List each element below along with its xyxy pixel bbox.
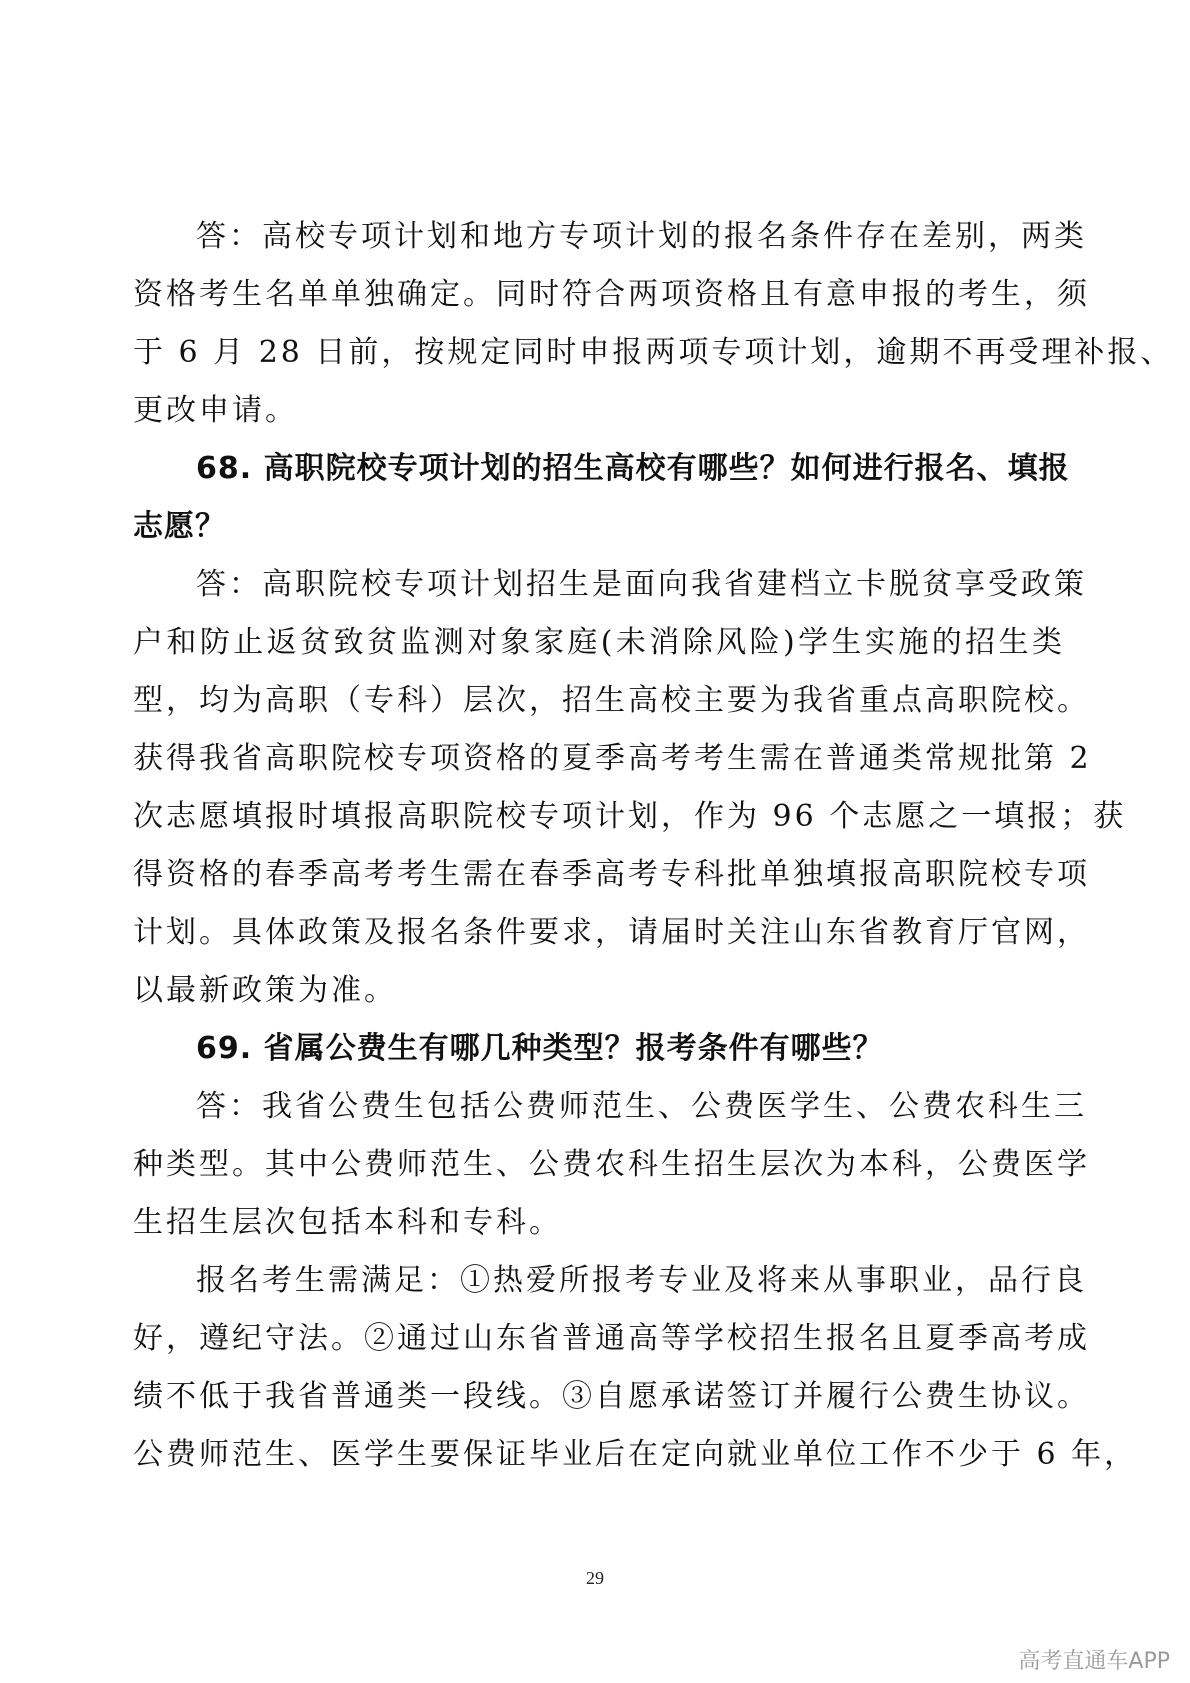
answer-69-line-1: 答：我省公费生包括公费师范生、公费医学生、公费农科生三: [196, 1089, 1087, 1124]
answer-69-line-2: 种类型。其中公费师范生、公费农科生招生层次为本科，公费医学: [133, 1147, 1090, 1182]
answer-68-line-1: 答：高职院校专项计划招生是面向我省建档立卡脱贫享受政策: [196, 567, 1087, 602]
answer-67-line-2: 资格考生名单单独确定。同时符合两项资格且有意申报的考生，须: [133, 277, 1090, 312]
page-number: 29: [586, 1568, 604, 1588]
answer-68-line-7: 计划。具体政策及报名条件要求，请届时关注山东省教育厅官网，: [133, 915, 1090, 950]
answer-68-line-2: 户和防止返贫致贫监测对象家庭(未消除风险)学生实施的招生类: [133, 625, 1065, 660]
answer-67-line-1: 答：高校专项计划和地方专项计划的报名条件存在差别，两类: [196, 219, 1087, 254]
requirements-line-1: 报名考生需满足：①热爱所报考专业及将来从事职业，品行良: [196, 1263, 1087, 1298]
requirements-line-2: 好，遵纪守法。②通过山东省普通高等学校招生报名且夏季高考成: [133, 1321, 1090, 1356]
answer-68-line-4: 获得我省高职院校专项资格的夏季高考考生需在普通类常规批第 2: [133, 741, 1092, 776]
app-watermark: 高考直通车APP: [1018, 1649, 1170, 1674]
answer-67-line-4: 更改申请。: [133, 393, 298, 428]
question-68-heading-line-1: 68. 高职院校专项计划的招生高校有哪些？如何进行报名、填报: [196, 451, 1070, 486]
requirements-line-3: 绩不低于我省普通类一段线。③自愿承诺签订并履行公费生协议。: [133, 1379, 1090, 1414]
answer-68-line-8: 以最新政策为准。: [133, 973, 397, 1008]
answer-68-line-6: 得资格的春季高考考生需在春季高考专科批单独填报高职院校专项: [133, 857, 1090, 892]
document-body: [133, 208, 1174, 1484]
requirements-line-4: 公费师范生、医学生要保证毕业后在定向就业单位工作不少于 6 年，: [133, 1437, 1138, 1472]
question-69-heading: 69. 省属公费生有哪几种类型？报考条件有哪些？: [196, 1031, 884, 1066]
question-68-heading-line-2: 志愿？: [133, 509, 226, 544]
answer-69-line-3: 生招生层次包括本科和专科。: [133, 1205, 562, 1240]
answer-68-line-5: 次志愿填报时填报高职院校专项计划，作为 96 个志愿之一填报；获: [133, 799, 1127, 834]
answer-68-line-3: 型，均为高职（专科）层次，招生高校主要为我省重点高职院校。: [133, 683, 1090, 718]
answer-67-line-3: 于 6 月 28 日前，按规定同时申报两项专项计划，逾期不再受理补报、: [133, 335, 1174, 370]
